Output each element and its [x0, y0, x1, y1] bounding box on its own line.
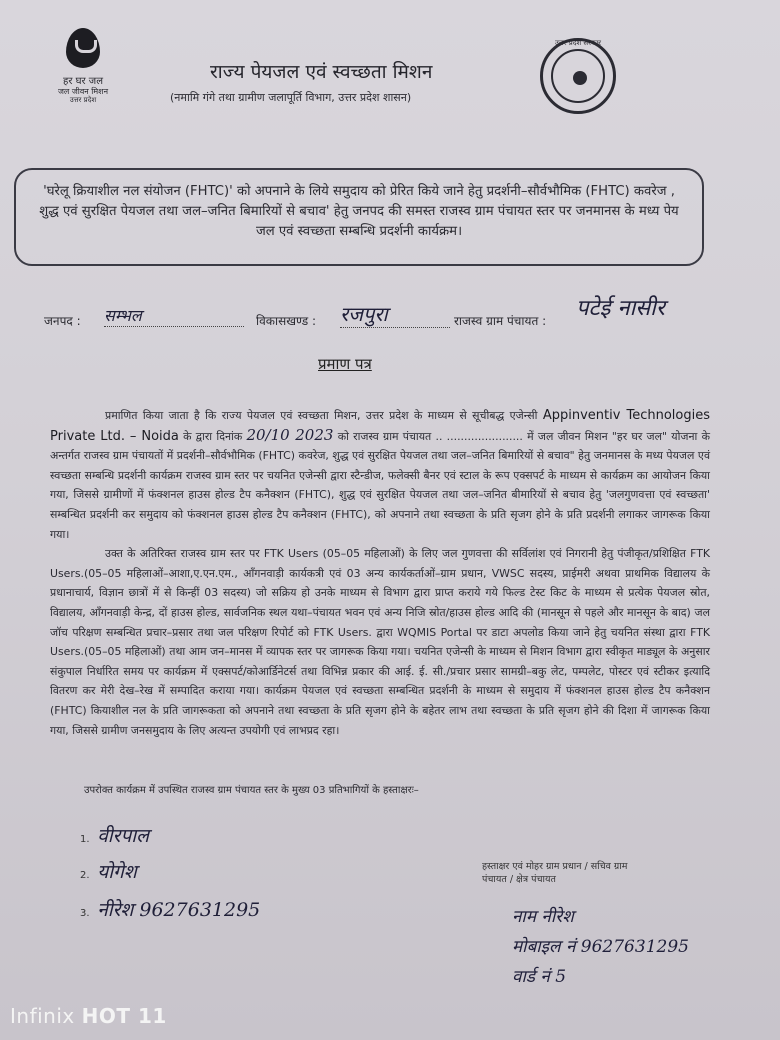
witness-note: उपरोक्त कार्यक्रम में उपस्थित राजस्व ग्राम पंचायत स्तर के मुख्य 03 प्रतिभागियों के हस्ताक्षरः– [84, 785, 419, 796]
logo-line-1: हर घर जल [63, 76, 103, 87]
block-label: विकासखण्ड : [256, 314, 317, 328]
logo-line-2: जल जीवन मिशन [57, 87, 109, 96]
department-subtitle: (नमामि गंगे तथा ग्रामीण जलापूर्ति विभाग, उत्तर प्रदेश शासन) [170, 91, 412, 104]
signature-name: नीरेश 9627631295 [97, 899, 261, 921]
district-label: जनपद : [44, 314, 81, 328]
para1-text: को राजस्व ग्राम पंचायत .. ...................... में जल जीवन मिशन "हर घर जल" योजना के अन्तर्गत राजस्व ग्राम पंचायतों में प्रदर्शनी–सौर्वभौमिक (FHTC) कवरेज, शुद्ध एवं सुरक्षित पेयजल तथा जल–जनित बिमारियों से बचाव" हेतु जनमानस के मध्य पेयजल एवं स्वच्छता सम्बन्धि प्रदर्शनी कार्यक्रम राजस्व ग्राम स्तर पर चयनित एजेन्सी द्वारा स्टैन्डीज, फलेक्सी बैनर एवं स्टाल के रूप एक्सपर्ट के माध्यम से कार्यक्रम का आयोजन किया गया, जिससे ग्रामीणों में फंक्शनल हाउस होल्ड टैप कनैक्शन (FHTC), शुद्ध एवं सुरक्षित पेयजल तथा जल–जनित बीमारियों से बचाव हेतु 'जलगुणवत्ता एवं स्वच्छता' सम्बन्धित प्रदर्शनी कर समुदाय को फंक्शनल हाउस होल्ड टैप कनैक्शन (FHTC), को अपनाने तथा स्वच्छता के प्रति सृजग होने के प्रति प्रदर्शनी लगाकर जागरूक किया गया। [50, 429, 711, 541]
block-value: रजपुरा [340, 300, 450, 328]
para1-intro: प्रमाणित किया जाता है कि राज्य पेयजल एवं स्वच्छता मिशन, उत्तर प्रदेश के माध्यम से सूचीबद्ध एजेन्सी [105, 409, 538, 422]
department-title: राज्य पेयजल एवं स्वच्छता मिशन [210, 61, 433, 83]
agency-name: Appinventiv Technologies Private Ltd. – Noida [50, 408, 710, 444]
pradhan-name: नाम नीरेश [512, 907, 574, 927]
program-description-box: 'घरेलू क्रियाशील नल संयोजन (FHTC)' को अपनाने के लिये समुदाय को प्रेरित किये जाने हेतु प्रदर्शनी–सौर्वभौमिक (FHTC) कवरेज , शुद्ध एवं सुरक्षित पेयजल तथा जल–जनित बिमारियों से बचाव' हेतु जनपद की समस्त राजस्व ग्राम पंचायत स्तर पर जनमानस के मध्य पेय जल एवं स्वच्छता सम्बन्धि प्रदर्शनी कार्यक्रम। [14, 168, 704, 266]
certificate-heading: प्रमाण पत्र [318, 355, 372, 373]
camera-model: HOT 11 [81, 1004, 167, 1028]
para1-date-label: के द्वारा दिनांक [183, 429, 243, 443]
signature-name: वीरपाल [97, 825, 150, 847]
pradhan-signature-block [512, 902, 772, 992]
har-ghar-jal-logo [48, 28, 118, 104]
logo-line-3: उत्तर प्रदेश [69, 96, 97, 104]
camera-watermark [10, 1004, 167, 1028]
witness-signature-2 [80, 858, 137, 884]
signature-number: 3. [80, 908, 90, 919]
seal-text: उत्तर प्रदेश सरकार [554, 39, 602, 47]
panchayat-label: राजस्व ग्राम पंचायत : [454, 314, 547, 328]
paragraph-2: उक्त के अतिरिक्त राजस्व ग्राम स्तर पर FTK Users (05–05 महिलाओं) के लिए जल गुणवत्ता की सर्विलांश एवं निगरानी हेतु पंजीकृत/प्रशिक्षित FTK Users.(05–05 महिलाओं–आशा,ए.एन.एम., आँगनवाड़ी कार्यकत्री एवं 03 अन्य कार्यकर्ताओं–ग्राम प्रधान, VWSC सदस्य, प्राईमरी अथवा प्राथमिक विद्यालय के प्रधानाचार्य, विज्ञान छात्रों में से किन्हीं 03 सदस्य) जो सक्रिय हो उनके माध्यम से विभाग द्वारा प्राप्त कराये गये फिल्ड टेस्ट किट के माध्यम से प्रत्येक पेयजल स्रोत, विद्यालय, आँगनवाड़ी केन्द्र, दों हाउस होल्ड, सार्वजनिक स्थल यथा–पंचायत भवन एवं अन्य निजि स्रोत/हाउस होल्ड आदि की (मानसून से पहले और मानसून के बाद) जल जॉच परिक्षण सम्बन्धित प्रचार–प्रसार तथा जल परिक्षण रिपोर्ट को FTK Users. द्वारा WQMIS Portal पर डाटा अपलोड किया जाने हेतु चयनित संस्था द्वारा FTK Users.(05–05 महिलाओं) तथा आम जन–मानस में व्यापक स्तर पर जागरूक किया गया। चयनित एजेन्सी के माध्यम से मिशन विभाग द्वारा स्वीकृत माड्यूल के अनुसार संकुपाल निर्धारित समय पर कार्यक्रम में एक्सपर्ट/कोआर्डिनेटर्स तथा विभिन्न प्रकार की आई. ई. सी./प्रचार प्रसार सामग्री–बकु लेट, पम्पलेट, पोस्टर एवं स्टीकर इत्यादि वितरण कर मेरी देख–रेख में सम्पादित कराया गया। कार्यक्रम पेयजल एवं स्वच्छता सम्बन्धित प्रदर्शनी के माध्यम से समुदाय में फंक्शनल हाउस होल्ड टैप कनैक्शन (FHTC) कियाशील नल के प्रति जागरूकता को अपनाने तथा स्वच्छता के प्रति सृजग होने के बहेतर लाभ तथा स्वच्छता के प्रति सृजग होने की दिशा में जागरूक किया गया, जिससे ग्रामीण जनसमुदाय के लिए अत्यन्त उपयोगी एवं लाभप्रद रहा। [50, 547, 710, 737]
signature-number: 2. [80, 870, 90, 881]
signature-name: योगेश [97, 861, 137, 883]
government-seal-icon [540, 38, 616, 114]
water-tap-drop-icon [66, 28, 100, 68]
paragraph-1 [50, 406, 710, 544]
witness-signature-1 [80, 822, 149, 848]
signature-number: 1. [80, 834, 90, 845]
certificate-body [50, 406, 710, 740]
program-date: 20/10 2023 [246, 425, 334, 444]
location-fields [44, 296, 764, 336]
stamp-label: हस्ताक्षर एवं मोहर ग्राम प्रधान / सचिव ग्राम पंचायत / क्षेत्र पंचायत [482, 861, 628, 885]
witness-signature-3 [80, 896, 260, 922]
district-value: सम्भल [104, 304, 244, 327]
camera-brand-name: Infinix [10, 1004, 75, 1028]
pradhan-ward: वार्ड नं 5 [512, 967, 567, 987]
panchayat-value: पटेई नासीर [576, 296, 665, 321]
pradhan-mobile: मोबाइल नं 9627631295 [512, 937, 689, 957]
